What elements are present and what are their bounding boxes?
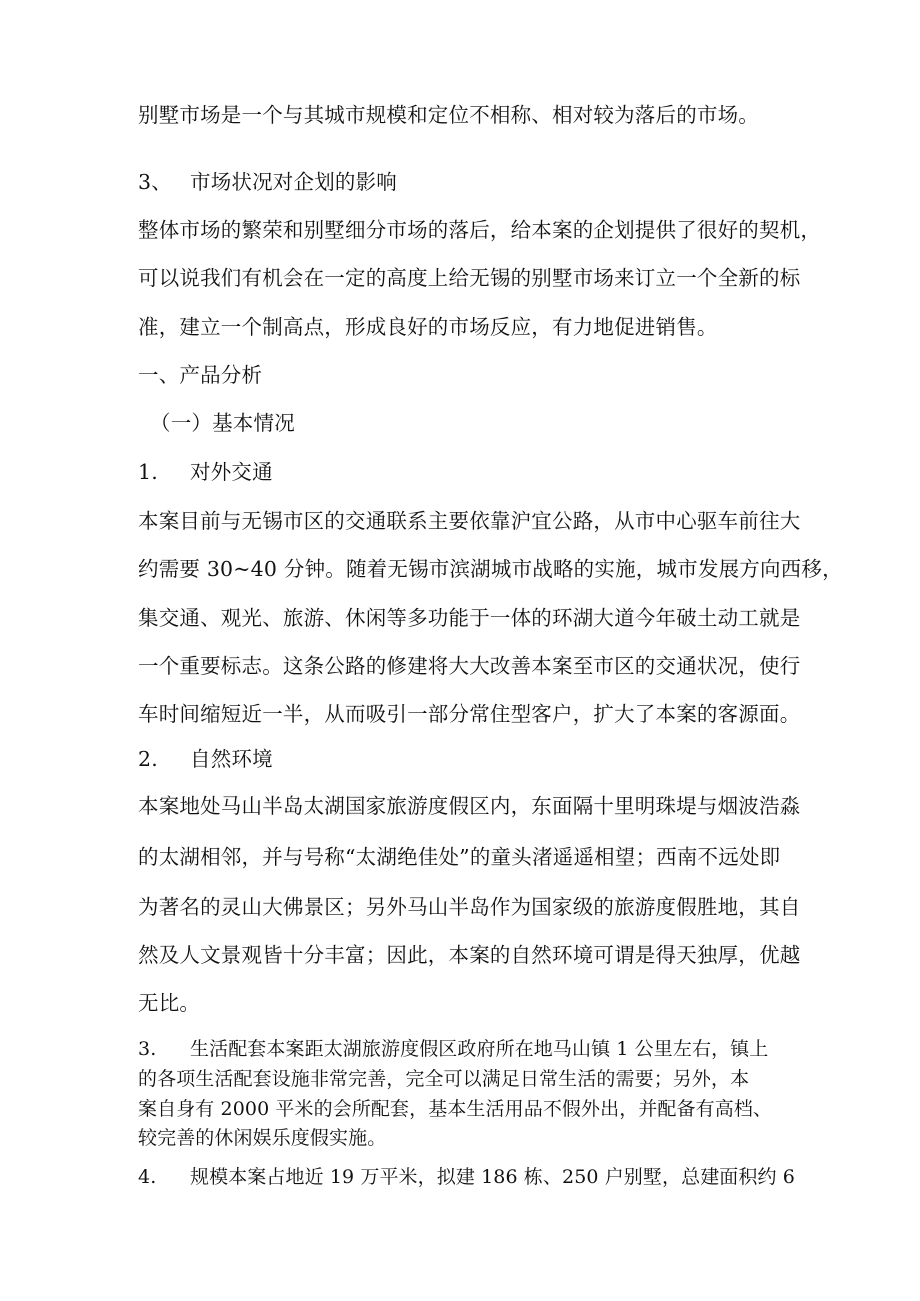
section-title: 市场状况对企划的影响 [190, 170, 397, 194]
section-heading [138, 170, 397, 194]
paragraph-line: 一个重要标志。这条公路的修建将大大改善本案至市区的交通状况，使行 [138, 654, 801, 678]
section-text: 规模本案占地近 19 万平米，拟建 186 栋、250 户别墅，总建面积约 6 [190, 1166, 795, 1188]
paragraph-line: 集交通、观光、旅游、休闲等多功能于一体的环湖大道今年破土动工就是 [138, 606, 801, 630]
subsection-heading: （一）基本情况 [150, 411, 295, 435]
paragraph-line: 约需要 30~40 分钟。随着无锡市滨湖城市战略的实施，城市发展方向西移， [138, 557, 843, 581]
section-heading [138, 1165, 795, 1189]
section-heading [138, 460, 273, 484]
paragraph-line: 案自身有 2000 平米的会所配套，基本生活用品不假外出，并配备有高档、 [138, 1098, 773, 1120]
paragraph-line: 车时间缩短近一半，从而吸引一部分常住型客户，扩大了本案的客源面。 [138, 702, 801, 726]
section-number: 4. [138, 1166, 157, 1188]
paragraph-line: 较完善的休闲娱乐度假实施。 [138, 1127, 387, 1149]
section-number: 1. [138, 460, 158, 484]
paragraph-line: 准，建立一个制高点，形成良好的市场反应，有力地促进销售。 [138, 315, 718, 339]
paragraph-line: 然及人文景观皆十分丰富；因此，本案的自然环境可谓是得天独厚，优越 [138, 943, 801, 967]
section-title: 对外交通 [190, 460, 273, 484]
section-number: 3、 [138, 170, 172, 194]
section-text: 生活配套本案距太湖旅游度假区政府所在地马山镇 1 公里左右，镇上 [190, 1038, 769, 1060]
paragraph-line: 无比。 [138, 991, 201, 1015]
section-number: 2. [138, 747, 158, 771]
paragraph-line: 的各项生活配套设施非常完善，完全可以满足日常生活的需要；另外，本 [138, 1068, 750, 1090]
chapter-heading: 一、产品分析 [138, 363, 263, 387]
paragraph-line: 本案目前与无锡市区的交通联系主要依靠沪宜公路，从市中心驱车前往大 [138, 509, 801, 533]
section-heading [138, 1037, 768, 1061]
paragraph-line: 别墅市场是一个与其城市规模和定位不相称、相对较为落后的市场。 [138, 103, 759, 127]
paragraph-line: 本案地处马山半岛太湖国家旅游度假区内，东面隔十里明珠堤与烟波浩淼 [138, 794, 801, 818]
section-title: 自然环境 [190, 747, 273, 771]
paragraph-line: 可以说我们有机会在一定的高度上给无锡的别墅市场来订立一个全新的标 [138, 266, 801, 290]
paragraph-line: 整体市场的繁荣和别墅细分市场的落后，给本案的企划提供了很好的契机， [138, 218, 822, 242]
section-number: 3. [138, 1038, 157, 1060]
section-heading [138, 747, 273, 771]
paragraph-line: 为著名的灵山大佛景区；另外马山半岛作为国家级的旅游度假胜地，其自 [138, 895, 801, 919]
paragraph-line: 的太湖相邻，并与号称“太湖绝佳处”的童头渚遥遥相望；西南不远处即 [138, 845, 781, 869]
